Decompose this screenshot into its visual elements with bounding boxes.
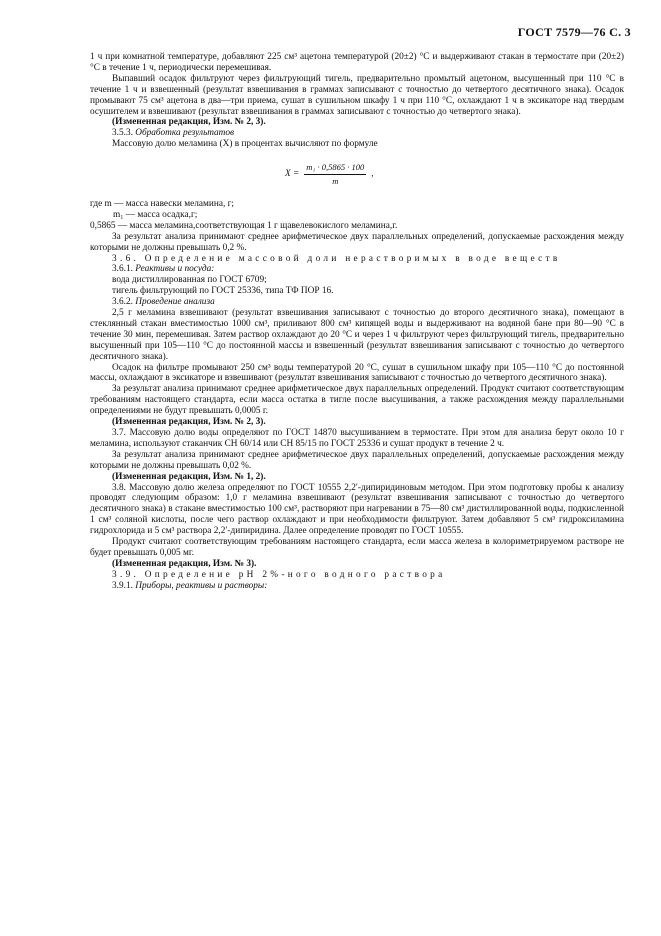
section-heading-3-9-1 <box>90 581 624 592</box>
page-header: ГОСТ 7579—76 С. 3 <box>517 25 631 39</box>
paragraph: Продукт считают соответствующим требованиям настоящего стандарта, если масса железа в колориметрируемом растворе не будет превышать 0,005 мг. <box>90 537 624 558</box>
legend-item: m₁ — масса осадка,г; <box>113 209 198 220</box>
section-heading-3-5-3 <box>90 128 624 139</box>
formula-lhs: X = <box>285 169 300 180</box>
section-heading-3-9: 3.9. Определение рН 2%-ного водного раствора <box>112 569 446 580</box>
paragraph: За результат анализа принимают среднее арифметическое двух параллельных определений, допускаемые расхождения между которыми не должны превышать 0,2 %. <box>90 231 624 253</box>
paragraph: Осадок на фильтре промывают 250 см³ воды температурой 20 °С, сушат в сушильном шкафу при 105—110 °С до постоянной массы, охлаждают в эксикаторе и взвешивают (результат взвешивания записывают с точностью до четвертого десятичного знака). <box>90 362 624 384</box>
legend-item: 0,5865 — масса меламина,соответствующая 1 г щавелевокислого меламина,г. <box>90 220 398 231</box>
amendment-note: (Измененная редакция, Изм. № 1, 2). <box>112 471 266 482</box>
paragraph: За результат анализа принимают среднее арифметическое двух параллельных определений. Продукт считают соответствующим требованиям настоящего стандарта, если масса остатка в тигле после высушивания, а также расхождения между параллельными определениями не будут превышать 0,0005 г. <box>90 384 624 417</box>
paragraph: 1 ч при комнатной температуре, добавляют 225 см³ ацетона температурой (20±2) °С и выдерживают стакан в термостате при (20±2) °С в течение 1 ч, периодически перемешивая. <box>90 52 624 73</box>
document-body <box>90 52 624 592</box>
paragraph: Выпавший осадок фильтруют через фильтрующий тигель, предварительно промытый ацетоном, высушенный при 110 °С в течение 1 ч и взвешенный (результат взвешивания в граммах записывают с точностью до четвертого десятичного знака). Осадок промывают 75 см³ ацетона в два—три приема, сушат в сушильном шкафу 1 ч при 110 °С, охлаждают 1 ч в эксикаторе над твердым осушителем и взвешивают (результат взвешивания в граммах записывают с точностью до четвертого знака). <box>90 73 624 117</box>
section-number: 3.9.1. <box>112 580 133 591</box>
section-number: 3.6.1. <box>112 264 133 275</box>
formula-tail: , <box>371 169 374 180</box>
formula-denominator: m <box>332 176 339 187</box>
list-item: вода дистиллированная по ГОСТ 6709; <box>112 275 267 286</box>
section-number: 3.6.2. <box>112 297 133 308</box>
section-title: Приборы, реактивы и растворы: <box>135 580 268 591</box>
section-heading-3-6-2 <box>90 297 624 308</box>
formula-numerator: m₁ · 0,5865 · 100 <box>304 162 366 175</box>
section-heading-3-6: 3.6. Определение массовой доли нерастворимых в воде веществ <box>112 253 561 264</box>
paragraph: 3.8. Массовую долю железа определяют по ГОСТ 10555 2,2′-дипиридиновым методом. При этом подготовку пробы к анализу проводят следующим образом: 1,0 г меламина взвешивают (результат взвешивания записывают с точностью до четвертого десятичного знака) в стакане вместимостью 100 см³, растворяют при нагревании в 75—80 см³ дистиллированной воды, подкисленной 1 см³ соляной кислоты, после чего раствор охлаждают и при необходимости фильтруют. Затем добавляют 5 см³ гидроксиламина гидрохлорида и 5 см³ раствора 2,2′-дипиридина. Далее определение проводят по ГОСТ 10555. <box>90 482 624 537</box>
amendment-note: (Измененная редакция, Изм. № 3). <box>112 558 257 569</box>
paragraph: Массовую долю меламина (X) в процентах вычисляют по формуле <box>112 139 378 150</box>
section-title: Обработка результатов <box>135 128 235 139</box>
section-title: Проведение анализа <box>135 297 215 308</box>
section-heading-3-6-1 <box>90 264 624 275</box>
section-title: Реактивы и посуда: <box>135 264 215 275</box>
list-item: тигель фильтрующий по ГОСТ 25336, типа ТФ ПОР 16. <box>112 286 334 297</box>
paragraph: За результат анализа принимают среднее арифметическое двух параллельных определений, допускаемые расхождения между которыми не должны превышать 0,02 %. <box>90 449 624 471</box>
amendment-note: (Измененная редакция, Изм. № 2, 3). <box>112 417 266 428</box>
legend-item: где m — масса навески меламина, г; <box>90 198 234 209</box>
formula-fraction <box>304 162 366 187</box>
paragraph: 2,5 г меламина взвешивают (результат взвешивания записывают с точностью до второго десятичного знака), помещают в стеклянный стакан вместимостью 1000 см³, приливают 800 см³ кипящей воды и выдерживают на водяной бане при 80—90 °С в течение 30 мин, перемешивая. Затем раствор охлаждают до 20 °С и через 1 ч фильтруют через фильтрующий тигель, предварительно высушенный при 105—110 °С до постоянной массы и взвешенный (результат взвешивания записывают с точностью до четвертого десятичного знака). <box>90 308 624 362</box>
paragraph: 3.7. Массовую долю воды определяют по ГОСТ 14870 высушиванием в термостате. При этом для анализа берут около 10 г меламина, используют стаканчик СН 60/14 или СН 85/15 по ГОСТ 25336 и сушат продукт в течение 2 ч. <box>90 428 624 449</box>
amendment-note: (Измененная редакция, Изм. № 2, 3). <box>112 117 266 128</box>
formula <box>285 162 624 187</box>
section-number: 3.5.3. <box>112 128 133 139</box>
